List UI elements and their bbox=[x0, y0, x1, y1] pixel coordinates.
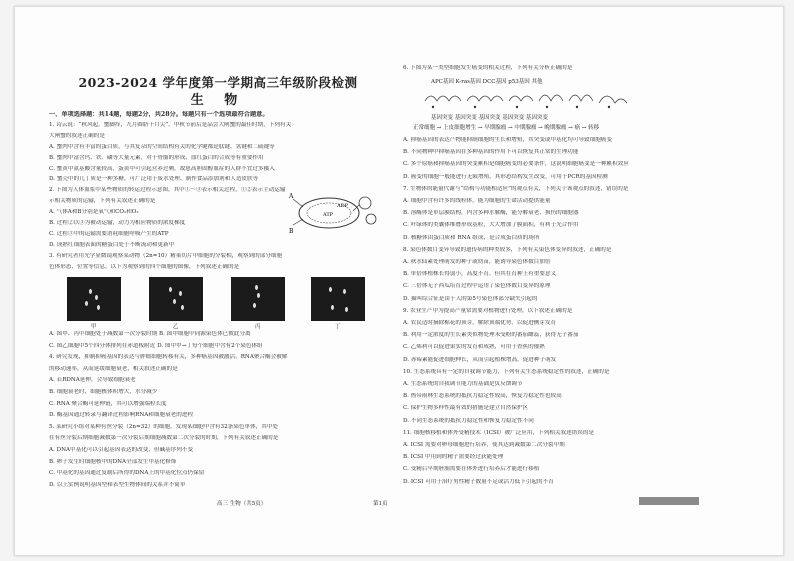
right-lines-line: C. 受精后早期胚胎需要在体外进行培养后才能进行移植 bbox=[403, 466, 540, 473]
photo-label-ding: 丁 bbox=[335, 324, 341, 330]
pathway-mutations: 基因突变 基因突变 基因突变 基因突变 基因突变 bbox=[431, 115, 548, 121]
label-atp: ATP bbox=[323, 212, 334, 218]
right-lines-line: D. 癌变的细胞一般能进行无限增殖，其形态结构发生改变，可用于PCR的基因检测 bbox=[403, 173, 608, 180]
left-lines-line: 大闸蟹的叙述正确的是 bbox=[49, 132, 105, 139]
right-lines-line: C. 保护生物多样性最有效的措施是建立自然保护区 bbox=[403, 405, 529, 412]
right-lines-line: D. 不同生态系统的抵抗力稳定性和恢复力稳定性不同 bbox=[403, 417, 534, 424]
colon-cancer-pathway-diagram bbox=[423, 85, 633, 115]
left-lines-line: 1. 诗云说：“秋风起，蟹脚痒，九月圆脐十月尖”。中秋节前后是品尝大闸蟹的最佳时期，下列有关 bbox=[49, 121, 292, 128]
right-lines-line: 7. 生物体的能量代谢与“结构与功能相适应”的观点有关，下列关于该观点的叙述，错误的是 bbox=[403, 185, 629, 192]
left-lines-2-line: 4. 研究发现，抑制抑癌基因的表达与肿瘤细胞转移有关，多种癌基因被激活，RNA聚合酶会被解 bbox=[49, 354, 288, 361]
micrograph-jia bbox=[67, 277, 121, 321]
right-lines-line: B. 热带雨林生态系统的抵抗力稳定性较高，恢复力稳定性也较高 bbox=[403, 393, 562, 400]
right-lines-line: 11. 细胞核移植和体外受精技术（ICSI）被广泛应用，下列相关叙述错误的是 bbox=[403, 429, 595, 436]
left-lines-line: 3. 有研究者用光学显微镜观察某动物（2n=10）精巢切片中细胞的分裂相，观察到的部分细胞 bbox=[49, 252, 283, 259]
right-lines-line: C. 多个原癌和抑癌基因的突变累积是细胞癌变的必要条件，这说明细胞癌变是一种累积效应 bbox=[403, 161, 629, 168]
right-lines-line: B. 不同物种中抑癌基因在多种基因的作用下可以恢复其正常的生理功能 bbox=[403, 149, 579, 156]
left-lines-2-line: C. 图乙细胞中5个四分体排列在赤道板附近 D. 图中甲→丁每个细胞中含有2个染色体组 bbox=[49, 342, 263, 349]
left-lines-2-line: A. 图甲、丙中细胞处于减数第一次分裂时期 B. 图甲细胞中同源染色体已彼此分离 bbox=[49, 331, 251, 337]
pathway-genes: APC基因 K-ras基因 DCC基因 p53基因 其他 bbox=[431, 79, 543, 85]
photo-label-bing: 丙 bbox=[255, 324, 261, 330]
exam-subject: 生 物 bbox=[190, 93, 246, 108]
left-lines-2-line: B. 细胞衰老时，细胞核体积增大，水分减少 bbox=[49, 389, 158, 395]
redaction-bar bbox=[639, 497, 699, 505]
micrograph-ding bbox=[311, 277, 365, 321]
left-lines-line: A. 蟹肉中含有丰富的蛋白质，与其复杂的空间结构有关的化学键都是肽键、氢键和二硫键等 bbox=[49, 143, 275, 150]
right-lines-line: D. 核糖体由蛋白质和 RNA 组成，是合成蛋白质的场所 bbox=[403, 234, 540, 241]
right-lines-line: B. ICSI 中用到的精子需要经过获能处理 bbox=[403, 454, 504, 461]
left-lines-2-line: D. 以上实例说明基因型和表型生物体间的关系并不简单 bbox=[49, 481, 186, 488]
right-lines-line: A. 细胞中含有许多的线粒体，能为细胞的生命活动提供能量 bbox=[403, 198, 551, 204]
left-lines-line: B. 过程②以③为被动运输，动力为相应物质的浓度梯度 bbox=[49, 220, 186, 226]
right-lines-line: B. 利用一定浓度的生长素类似物处理未受粉的番茄雌蕊，获得无子番茄 bbox=[403, 332, 579, 339]
left-lines-2-line: D. 酶基因通过转录与翻译过程影响RNA和细胞衰老的进程 bbox=[49, 412, 194, 419]
right-lines-line: A. 秋水仙素处理萌发的种子或幼苗，能诱导染色体数目加倍 bbox=[403, 259, 551, 265]
left-lines-line: 示相关物质的运输，下列有关叙述正确的是 bbox=[49, 198, 156, 205]
left-lines-2-line: C. RNA 聚合酶可延伸链，其可以增强端粒长度 bbox=[49, 400, 167, 407]
left-lines-2-line: 在有丝分裂后期细胞减数第一次分裂后期细胞减数第二次分裂的时期，下列有关叙述正确的是 bbox=[49, 435, 279, 442]
left-lines-2-line: A. DNA甲基化可以引起基因表达的改变，但碱基序列不变 bbox=[49, 447, 194, 453]
micrograph-yi bbox=[149, 277, 203, 321]
right-lines-line: B. 溶酶体是单层膜结构，内含多种水解酶，能分解衰老、损伤的细胞器 bbox=[403, 210, 579, 217]
footer-right: 第1页 bbox=[373, 501, 388, 507]
right-lines-line: D. ICSI 可用于治疗男性精子数量不足或活力低下引起的不育 bbox=[403, 478, 554, 485]
left-lines-2-line: B. 卵子发生时细胞核中的DNA全部发生甲基化修饰 bbox=[49, 458, 177, 465]
exam-title: 2023-2024 学年度第一学期高三年级阶段检测 bbox=[78, 75, 358, 90]
label-b: B bbox=[289, 228, 294, 235]
left-lines-line: D. 成熟红细胞表面的糖蛋白处于不断流动和更新中 bbox=[49, 241, 175, 248]
right-lines-line: 9. 农业生产中为提高产量常需要对植物进行处理，以下叙述正确的是 bbox=[403, 307, 573, 314]
right-lines-line: A. 抑癌基因的表达产物能抑制细胞的生长和增殖，其突变或甲基化均可导致细胞癌变 bbox=[403, 137, 612, 143]
left-lines-line: 色体形态、位置等信息，以下为观察到的四个细胞的图像，下列叙述正确的是 bbox=[49, 263, 240, 270]
pathway-stages: 正常细胞 → 上皮细胞增生 → 早期腺瘤 → 中期腺瘤 → 晚期腺瘤 → 癌 → 转移 bbox=[413, 125, 600, 131]
label-a: A bbox=[289, 193, 294, 200]
right-lines-line: 10. 生态系统具有一定的自我调节能力，下列有关生态系统稳定性的叙述，正确的是 bbox=[403, 368, 610, 375]
right-lines-line: 8. 染色体数目变异导致的遗传病的种类较多，下列有关染色体变异的叙述，正确的是 bbox=[403, 246, 612, 253]
left-lines-2-line: 的移动速率，从而延缓细胞衰老，相关叙述正确的是 bbox=[49, 365, 178, 372]
photo-label-yi: 乙 bbox=[173, 324, 179, 330]
micrograph-bing bbox=[231, 277, 285, 321]
right-lines-line: A. 农民适时摘除棉花的顶芽，解除顶端优势，以促进侧芽发育 bbox=[403, 320, 557, 326]
left-lines-2-line: C. 甲基化的基因通过复制后所得的DNA上的甲基化位点仍保留 bbox=[49, 470, 205, 477]
left-lines-2-line: 5. 某研究小组对某种有丝分裂（2n=32）的细胞，发现某细胞中含有32条染色单体，其中处 bbox=[49, 423, 278, 430]
right-lines-line: D. 赤霉素能促进细胞伸长，从而引起植株增高，促进种子萌发 bbox=[403, 356, 557, 363]
left-lines-line: B. 蟹肉中富含钙、铁、磷等大量元素，对于骨骼的形成、血红蛋白的合成等有重要作用 bbox=[49, 154, 264, 161]
right-lines-line: 6. 下图为某一类型细胞发生癌变的相关过程，下列有关分析正确的是 bbox=[403, 65, 573, 71]
cell-transport-diagram bbox=[287, 189, 383, 239]
left-lines-2-line: A. 若RDNA延伸，会导致细胞衰老 bbox=[49, 377, 136, 384]
left-lines-line: C. 过程③中的运输需要消耗细胞呼吸产生的ATP bbox=[49, 230, 169, 237]
right-lines-line: C. 叶绿体的类囊体堆叠形成基粒，大大增加了膜面积，有利于光合作用 bbox=[403, 222, 579, 229]
footer-left: 高三 生物（共5页） bbox=[217, 501, 267, 507]
label-adp: ADP bbox=[337, 203, 348, 209]
right-lines-line: C. 乙烯利可以促进果实的发育和成熟，可用于香蕉的催熟 bbox=[403, 344, 545, 351]
left-lines-line: 2. 下图为人体血浆中某些物质的转运过程示意图，其中①～③表示相关过程，①②表示主动运输 bbox=[49, 187, 286, 194]
left-lines-line: 一、单项选择题：共14题，每题2分，共28分。每题只有一个选项最符合题意。 bbox=[49, 111, 269, 118]
exam-page bbox=[14, 6, 784, 556]
right-lines-line: B. 单倍体植株长得弱小，高度不育，但其在育种上有重要意义 bbox=[403, 271, 557, 278]
right-lines-line: D. 猫叫综合征是由于人的第5号染色体部分缺失引起的 bbox=[403, 295, 538, 302]
left-lines-line: D. 蟹壳中的几丁质是一种多糖，可广泛用于废水处理、制作食品添加剂和人造皮肤等 bbox=[49, 176, 259, 183]
left-lines-line: C. 蟹黄中氨基酸含量较高，蛋黄中可引起营养过剩，故患高胆固醇血症的人群不宜过多摄入 bbox=[49, 165, 275, 172]
right-lines-line: C. 三倍体无子西瓜培育过程中运用了染色体数目变异的原理 bbox=[403, 283, 551, 290]
right-lines-line: A. 生态系统的自我调节能力的基础是负反馈调节 bbox=[403, 381, 523, 387]
left-lines-line: A. 气体A和B分别是氧气和CO₂和O₂ bbox=[49, 209, 139, 216]
right-lines-line: A. ICSI 需要对卵母细胞进行培养，使其达到减数第二次分裂中期 bbox=[403, 442, 565, 448]
photo-label-jia: 甲 bbox=[91, 324, 97, 330]
